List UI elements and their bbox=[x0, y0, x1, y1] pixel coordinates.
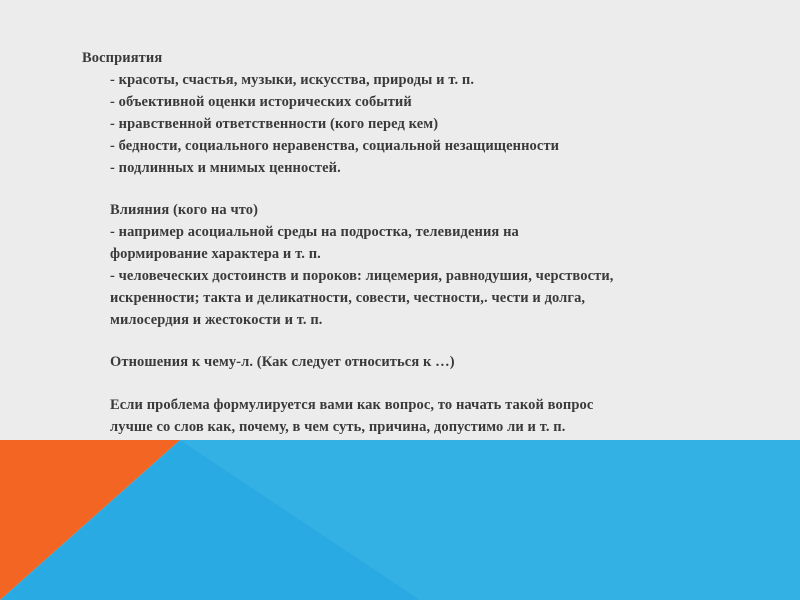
perception-item: - объективной оценки исторических событий bbox=[110, 94, 412, 110]
influence-line: милосердия и жестокости и т. п. bbox=[110, 312, 323, 328]
perception-item: - нравственной ответственности (кого перед кем) bbox=[110, 116, 439, 132]
influence-title: Влияния (кого на что) bbox=[110, 202, 259, 218]
note-line: лучше со слов как, почему, в чем суть, причина, допустимо ли и т. п. bbox=[110, 419, 566, 435]
attitude-title: Отношения к чему-л. (Как следует относиться к …) bbox=[110, 354, 455, 370]
perception-title: Восприятия bbox=[82, 50, 163, 66]
perception-item: - подлинных и мнимых ценностей. bbox=[110, 160, 341, 176]
influence-line: - например асоциальной среды на подростка, телевидения на bbox=[110, 224, 519, 240]
influence-line: формирование характера и т. п. bbox=[110, 246, 321, 262]
influence-line: искренности; такта и деликатности, совести, честности,. чести и долга, bbox=[110, 290, 586, 306]
influence-line: - человеческих достоинств и пороков: лицемерия, равнодушия, черствости, bbox=[110, 268, 614, 284]
perception-item: - красоты, счастья, музыки, искусства, природы и т. п. bbox=[110, 72, 475, 88]
perception-item: - бедности, социального неравенства, социальной незащищенности bbox=[110, 138, 560, 154]
note-line: Если проблема формулируется вами как вопрос, то начать такой вопрос bbox=[110, 397, 594, 413]
